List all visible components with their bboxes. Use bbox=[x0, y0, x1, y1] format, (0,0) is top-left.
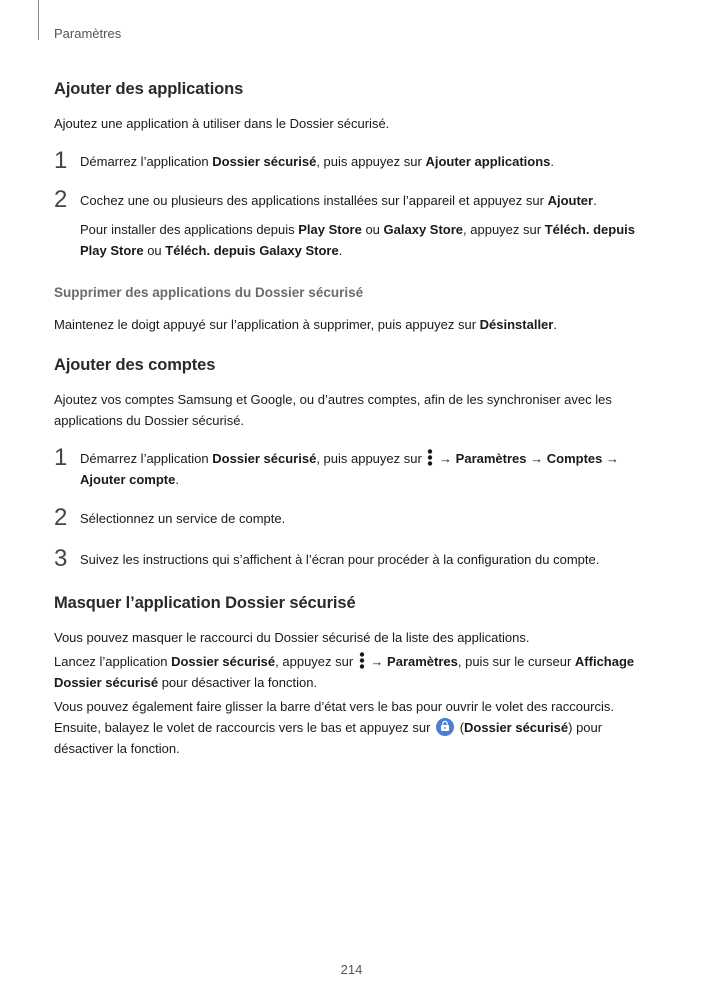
remove-apps-text: Maintenez le doigt appuyé sur l’application à supprimer, puis appuyez sur Désinstaller. bbox=[54, 317, 557, 332]
secure-folder-icon bbox=[436, 718, 454, 736]
subsection-title-remove-apps: Supprimer des applications du Dossier sécurisé bbox=[54, 285, 364, 300]
page-number: 214 bbox=[340, 962, 363, 977]
add-accounts-step-1 bbox=[54, 444, 654, 490]
section-title-add-apps: Ajouter des applications bbox=[54, 80, 244, 98]
section-title-hide-app: Masquer l’application Dossier sécurisé bbox=[54, 594, 356, 612]
page-rule bbox=[38, 0, 39, 40]
section-header: Paramètres bbox=[54, 26, 122, 41]
section-title-add-accounts: Ajouter des comptes bbox=[54, 356, 216, 374]
add-apps-intro: Ajoutez une application à utiliser dans le Dossier sécurisé. bbox=[54, 116, 390, 131]
hide-app-paragraph-1: Vous pouvez masquer le raccourci du Dossier sécurisé de la liste des applications. bbox=[54, 630, 530, 645]
step-text: Démarrez l’application Dossier sécurisé, puis appuyez sur → Paramètres → Comptes → Ajouter compte. bbox=[80, 451, 619, 487]
add-apps-step-1 bbox=[54, 147, 654, 174]
hide-app-paragraph-3: Vous pouvez également faire glisser la barre d’état vers le bas pour ouvrir le volet des raccourcis. Ensuite, balayez le volet de raccourcis vers le bas et appuyez sur (Dossier sécurisé) pour désactiver la fonction. bbox=[54, 699, 615, 756]
step-number: 1 bbox=[54, 444, 68, 471]
add-apps-step-2 bbox=[54, 186, 654, 261]
add-accounts-step-2 bbox=[54, 504, 654, 531]
more-options-icon bbox=[359, 652, 365, 669]
step-number: 3 bbox=[54, 545, 68, 572]
step-number: 2 bbox=[54, 504, 68, 531]
step-note: Pour installer des applications depuis Play Store ou Galaxy Store, appuyez sur Téléch. depuis Play Store ou Téléch. depuis Galaxy Store. bbox=[80, 222, 635, 258]
page-content bbox=[54, 80, 654, 759]
step-number: 2 bbox=[54, 186, 68, 213]
step-text: Démarrez l’application Dossier sécurisé, puis appuyez sur Ajouter applications. bbox=[80, 154, 555, 169]
add-accounts-intro: Ajoutez vos comptes Samsung et Google, ou d’autres comptes, afin de les synchroniser avec les applications du Dossier sécurisé. bbox=[54, 392, 612, 428]
more-options-icon bbox=[427, 449, 433, 466]
step-text: Cochez une ou plusieurs des applications installées sur l’appareil et appuyez sur Ajouter. bbox=[80, 193, 597, 208]
step-number: 1 bbox=[54, 147, 68, 174]
hide-app-paragraph-2: Lancez l’application Dossier sécurisé, appuyez sur → Paramètres, puis sur le curseur Affichage Dossier sécurisé pour désactiver la fonction. bbox=[54, 654, 635, 690]
step-text: Sélectionnez un service de compte. bbox=[80, 511, 286, 526]
step-text: Suivez les instructions qui s’affichent à l’écran pour procéder à la configuration du compte. bbox=[80, 552, 600, 567]
add-accounts-step-3 bbox=[54, 545, 654, 572]
